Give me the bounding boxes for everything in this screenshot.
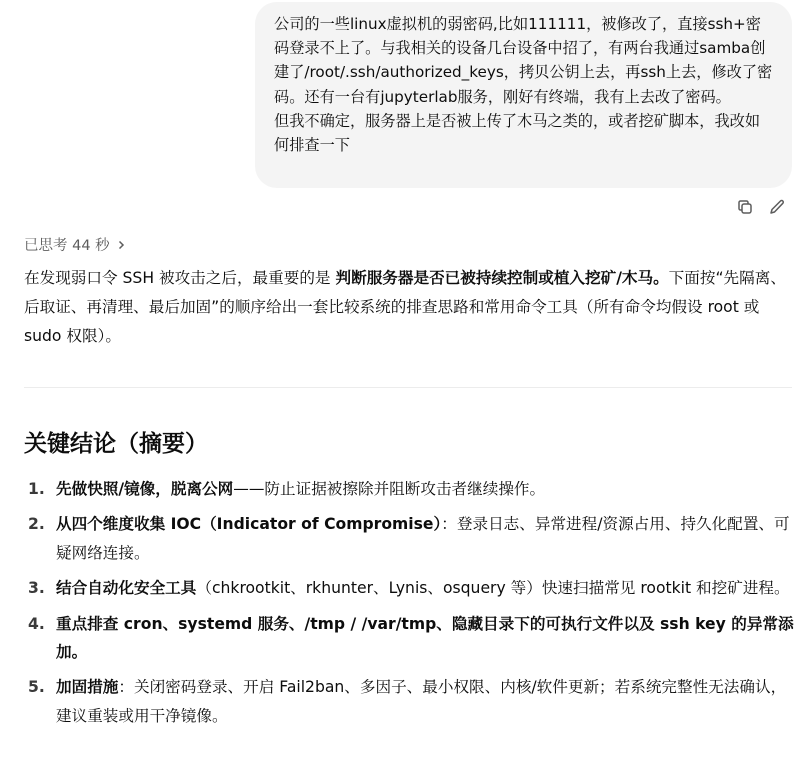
- user-message-paragraph-1: 公司的一些linux虚拟机的弱密码,比如111111，被修改了，直接ssh+密码登录不上了。与我相关的设备几台设备中招了，有两台我通过samba创建了/root/.ssh/authorized_keys，拷贝公钥上去，再ssh上去，修改了密码。还有一台有jupyterlab服务，刚好有终端，我有上去改了密码。: [274, 15, 773, 106]
- list-item: [24, 574, 794, 602]
- message-actions: [736, 198, 786, 216]
- list-item-text: ：关闭密码登录、开启 Fail2ban、多因子、最小权限、内核/软件更新；若系统完整性无法确认，建议重装或用干净镜像。: [56, 678, 787, 725]
- list-item: [24, 510, 794, 567]
- list-item-bold: 重点排查 cron、systemd 服务、/tmp / /var/tmp、隐藏目录下的可执行文件以及 ssh key 的异常添加。: [56, 614, 794, 662]
- list-item: [24, 475, 794, 503]
- list-item-number: 1.: [28, 480, 45, 498]
- key-points-list: [24, 475, 794, 737]
- list-item-text: ：登录日志、异常进程/资源占用、持久化配置、可疑网络连接。: [56, 515, 790, 562]
- list-item-bold: 加固措施: [56, 678, 119, 697]
- list-item-bold: 从四个维度收集 IOC（Indicator of Compromise）: [56, 515, 442, 534]
- user-message-paragraph-2: 但我不确定，服务器上是否被上传了木马之类的，或者挖矿脚本，我改如何排查一下: [274, 111, 760, 155]
- list-item: [24, 610, 794, 667]
- intro-text-before: 在发现弱口令 SSH 被攻击之后，最重要的是: [24, 269, 336, 287]
- copy-icon[interactable]: [736, 198, 754, 216]
- user-message-bubble: [255, 2, 792, 188]
- intro-text-after: 下面按“先隔离、后取证、再清理、最后加固”的顺序给出一套比较系统的排查思路和常用命令工具（所有命令均假设 root 或 sudo 权限）。: [24, 269, 786, 345]
- intro-text-bold: 判断服务器是否已被持续控制或植入挖矿/木马。: [335, 269, 669, 287]
- section-title: 关键结论（摘要）: [24, 431, 208, 457]
- list-item-bold: 先做快照/镜像，脱离公网: [56, 480, 234, 498]
- list-item-text: ——防止证据被擦除并阻断攻击者继续操作。: [233, 480, 546, 498]
- list-item-number: 4.: [28, 614, 45, 633]
- edit-icon[interactable]: [768, 198, 786, 216]
- list-item: [24, 673, 794, 730]
- list-item-number: 2.: [28, 515, 45, 534]
- list-item-bold: 结合自动化安全工具: [56, 579, 197, 598]
- list-item-text: （chkrootkit、rkhunter、Lynis、osquery 等）快速扫描常见 rootkit 和挖矿进程。: [196, 579, 790, 598]
- response-intro: [24, 264, 794, 350]
- thought-duration-toggle[interactable]: [24, 234, 126, 255]
- list-item-number: 5.: [28, 678, 45, 697]
- section-divider: [24, 387, 792, 388]
- list-item-number: 3.: [28, 579, 45, 598]
- thought-duration-label: 已思考 44 秒: [24, 238, 110, 254]
- chevron-right-icon: [116, 240, 126, 250]
